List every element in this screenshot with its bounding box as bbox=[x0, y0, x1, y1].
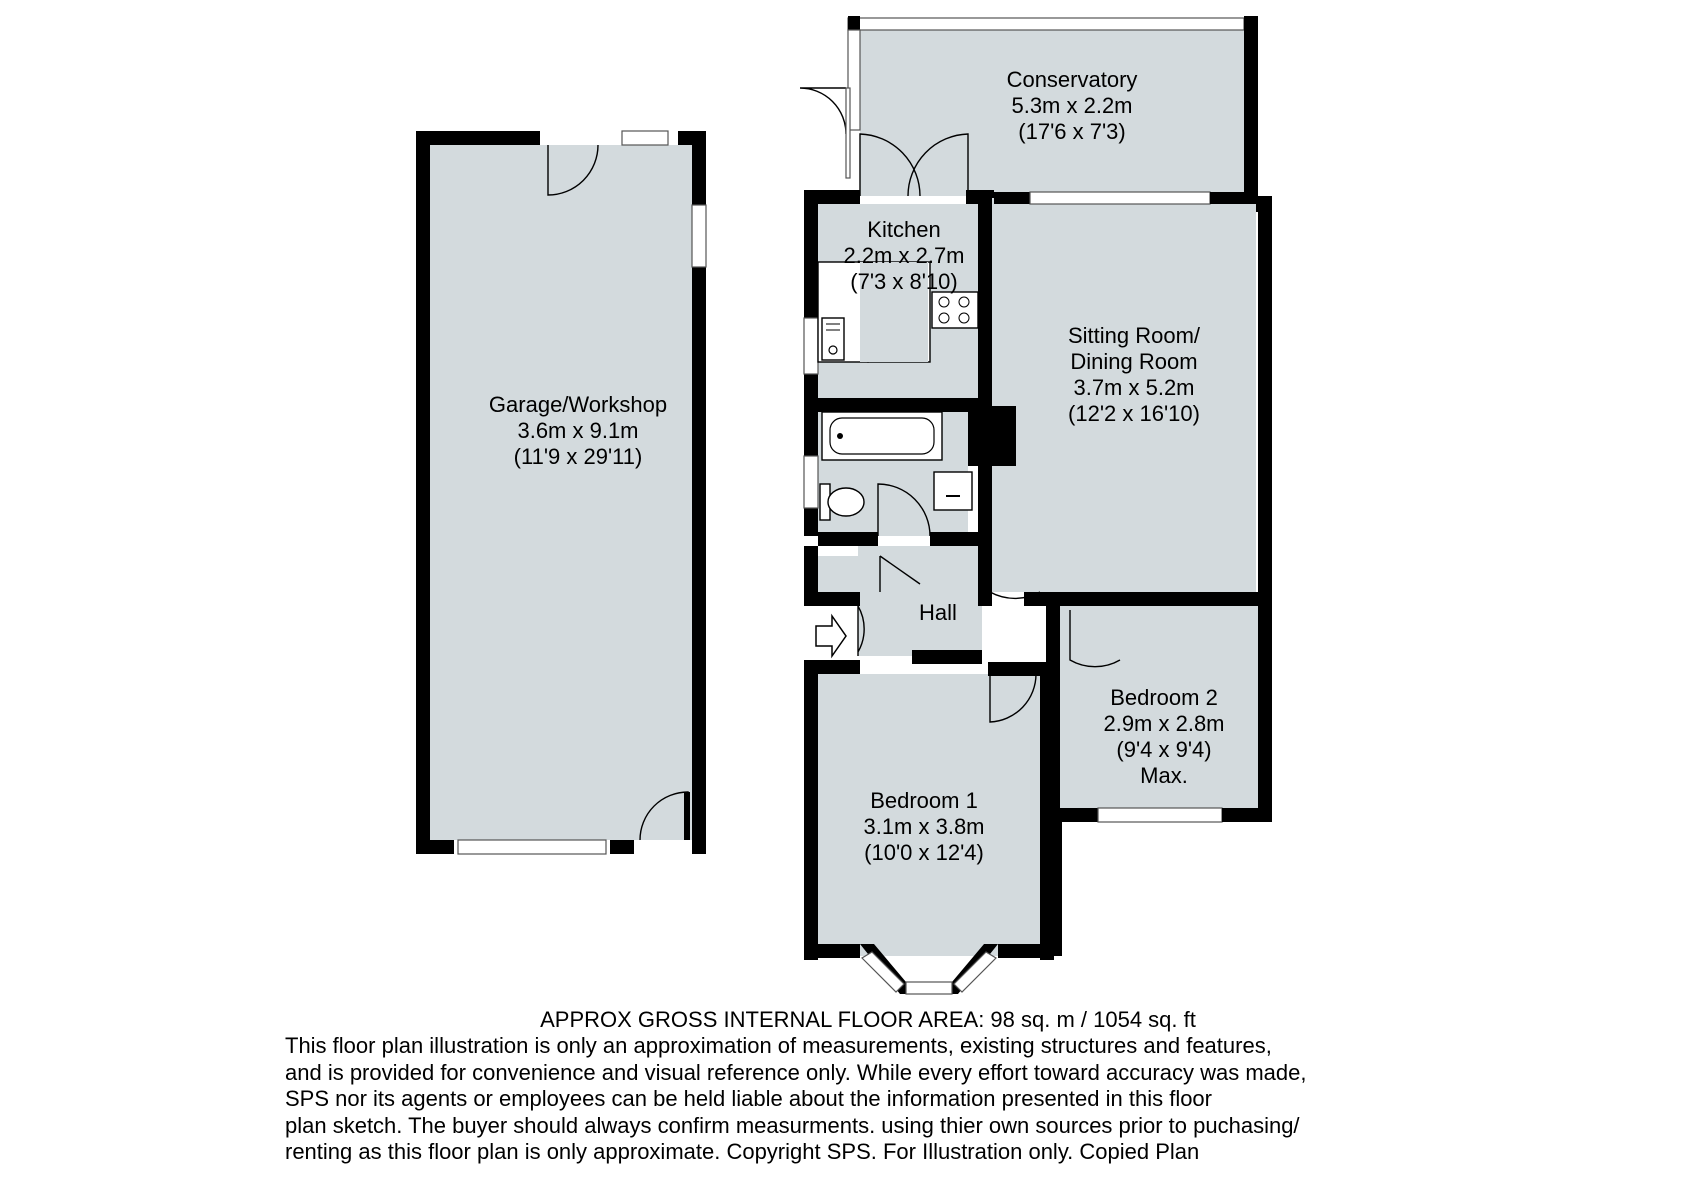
bedroom1-name: Bedroom 1 bbox=[870, 788, 978, 813]
bedroom2-imperial: (9'4 x 9'4) bbox=[1116, 737, 1212, 762]
garage-imperial: (11'9 x 29'11) bbox=[513, 444, 643, 469]
kitchen-imperial: (7'3 x 8'10) bbox=[850, 269, 958, 294]
disclaimer-line: plan sketch. The buyer should always confirm measurments. using thier own sources prior to puchasing/ bbox=[285, 1112, 1300, 1138]
entrance-arrow-icon bbox=[816, 616, 846, 656]
disclaimer-line: SPS nor its agents or employees can be held liable about the information presented in this floor bbox=[285, 1086, 1212, 1111]
disclaimer-line: This floor plan illustration is only an approximation of measurements, existing structures and features, bbox=[285, 1033, 1272, 1058]
sitting-name-line2: Dining Room bbox=[1070, 349, 1198, 374]
bedroom1-imperial: (10'0 x 12'4) bbox=[864, 840, 984, 865]
disclaimer-line: renting as this floor plan is only approximate. Copyright SPS. For Illustration only. Copied Plan bbox=[285, 1139, 1200, 1164]
sitting-imperial: (12'2 x 16'10) bbox=[1068, 401, 1200, 426]
garage-room bbox=[416, 131, 706, 854]
garage-metric: 3.6m x 9.1m bbox=[517, 418, 639, 443]
floor-area-summary: APPROX GROSS INTERNAL FLOOR AREA: 98 sq. m / 1054 sq. ft bbox=[540, 1007, 1196, 1032]
footer bbox=[0, 1006, 1696, 1164]
bedroom2-name: Bedroom 2 bbox=[1110, 685, 1218, 710]
bathroom-room bbox=[804, 398, 978, 546]
garage-window-bottom bbox=[458, 840, 606, 854]
sitting-metric: 3.7m x 5.2m bbox=[1073, 375, 1195, 400]
garage-window-side bbox=[692, 205, 706, 267]
disclaimer-line: and is provided for convenience and visual reference only. While every effort toward accuracy was made, bbox=[285, 1059, 1307, 1085]
hob-icon bbox=[932, 292, 978, 328]
conservatory-metric: 5.3m x 2.2m bbox=[1011, 93, 1133, 118]
bedroom2-metric: 2.9m x 2.8m bbox=[1103, 711, 1225, 736]
kitchen-name: Kitchen bbox=[867, 217, 941, 242]
kitchen-metric: 2.2m x 2.7m bbox=[843, 243, 965, 268]
bedroom1-metric: 3.1m x 3.8m bbox=[863, 814, 985, 839]
garage-name: Garage/Workshop bbox=[488, 392, 668, 417]
basin-icon bbox=[934, 472, 972, 510]
sitting-name-line1: Sitting Room/ bbox=[1067, 323, 1201, 348]
conservatory-imperial: (17'6 x 7'3) bbox=[1018, 119, 1126, 144]
conservatory-side-door bbox=[800, 88, 846, 134]
conservatory-name: Conservatory bbox=[1006, 67, 1138, 92]
hall-name: Hall bbox=[919, 600, 957, 625]
bedroom2-note: Max. bbox=[1140, 763, 1188, 788]
disclaimer bbox=[285, 1033, 1435, 1166]
garage-window-top bbox=[622, 131, 668, 145]
